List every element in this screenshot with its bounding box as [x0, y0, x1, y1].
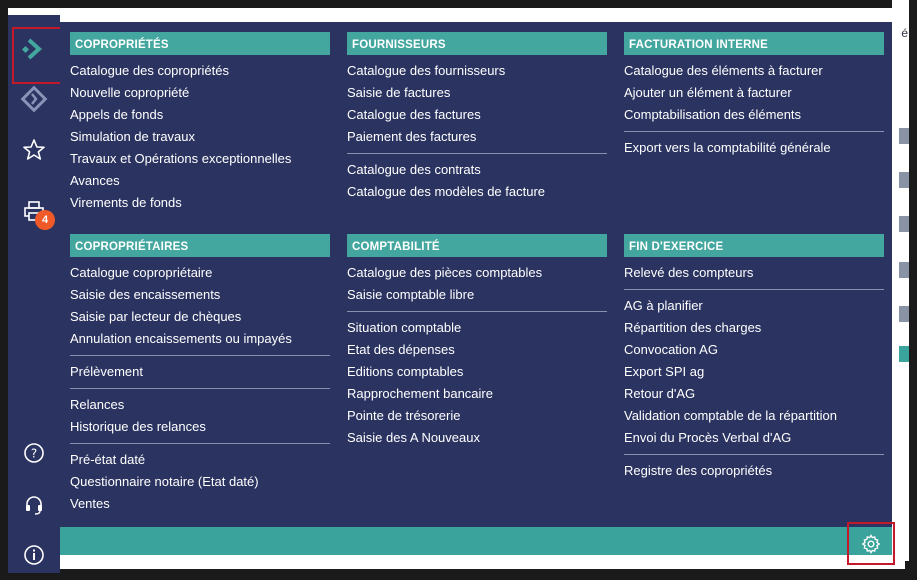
background-text: é	[901, 26, 908, 40]
menu-item[interactable]: Registre des copropriétés	[624, 463, 773, 478]
gear-icon	[861, 534, 881, 554]
sidebar	[8, 22, 60, 573]
background-block	[899, 216, 909, 232]
menu-item[interactable]: Saisie de factures	[347, 85, 451, 100]
section-header: FACTURATION INTERNE	[624, 32, 884, 55]
section-header: FOURNISSEURS	[347, 32, 607, 55]
diamond-icon	[19, 84, 49, 114]
menu-divider	[347, 311, 607, 312]
menu-item[interactable]: Editions comptables	[347, 364, 464, 379]
menu-item[interactable]: Comptabilisation des éléments	[624, 107, 802, 122]
background-page	[892, 0, 909, 561]
section-header: FIN D'EXERCICE	[624, 234, 884, 257]
mega-menu-panel	[60, 22, 892, 527]
background-block	[899, 306, 909, 322]
menu-item[interactable]: Annulation encaissements ou impayés	[70, 331, 292, 346]
menu-divider	[624, 131, 884, 132]
background-block	[899, 128, 909, 144]
section-comptabilite	[347, 234, 607, 449]
menu-item[interactable]: Relevé des compteurs	[624, 265, 754, 280]
section-header: COMPTABILITÉ	[347, 234, 607, 257]
menu-item[interactable]: Export SPI ag	[624, 364, 705, 379]
menu-item[interactable]: Pré-état daté	[70, 452, 146, 467]
nav-tasks-button[interactable]	[8, 186, 60, 236]
help-button[interactable]	[8, 428, 60, 478]
menu-divider	[624, 454, 884, 455]
background-block	[899, 172, 909, 188]
menu-item[interactable]: Catalogue des modèles de facture	[347, 184, 546, 199]
background-block	[899, 262, 909, 278]
section-coproprietaires	[70, 234, 330, 515]
menu-item[interactable]: Catalogue des factures	[347, 107, 481, 122]
menu-item[interactable]: Questionnaire notaire (Etat daté)	[70, 474, 259, 489]
menu-divider	[70, 443, 330, 444]
nav-favorites-button[interactable]	[8, 125, 60, 175]
section-fournisseurs	[347, 32, 607, 203]
menu-item[interactable]: Historique des relances	[70, 419, 206, 434]
settings-button[interactable]	[847, 522, 895, 565]
menu-item[interactable]: Relances	[70, 397, 125, 412]
tasks-count-badge: 4	[35, 210, 55, 230]
menu-item[interactable]: Export vers la comptabilité générale	[624, 140, 831, 155]
menu-item[interactable]: Virements de fonds	[70, 195, 182, 210]
star-icon	[22, 138, 46, 162]
menu-item[interactable]: Répartition des charges	[624, 320, 762, 335]
menu-item[interactable]: Travaux et Opérations exceptionnelles	[70, 151, 292, 166]
menu-item[interactable]: Rapprochement bancaire	[347, 386, 493, 401]
menu-footer	[60, 527, 892, 555]
active-nav-highlight	[12, 27, 62, 84]
section-fin-exercice	[624, 234, 884, 482]
info-icon	[23, 544, 45, 566]
menu-item[interactable]: Ajouter un élément à facturer	[624, 85, 792, 100]
section-facturation-interne	[624, 32, 884, 159]
menu-item[interactable]: Pointe de trésorerie	[347, 408, 461, 423]
menu-item[interactable]: Nouvelle copropriété	[70, 85, 190, 100]
menu-item[interactable]: Saisie par lecteur de chèques	[70, 309, 242, 324]
menu-item[interactable]: Catalogue des contrats	[347, 162, 481, 177]
menu-item[interactable]: Catalogue des copropriétés	[70, 63, 229, 78]
menu-item[interactable]: Avances	[70, 173, 120, 188]
background-block	[899, 346, 909, 362]
menu-item[interactable]: Retour d'AG	[624, 386, 696, 401]
menu-item[interactable]: Saisie des A Nouveaux	[347, 430, 480, 445]
menu-item[interactable]: Catalogue des éléments à facturer	[624, 63, 823, 78]
svg-text:?: ?	[30, 446, 38, 461]
section-coproprietes	[70, 32, 330, 214]
menu-item[interactable]: Simulation de travaux	[70, 129, 196, 144]
menu-item[interactable]: Catalogue copropriétaire	[70, 265, 213, 280]
menu-divider	[624, 289, 884, 290]
menu-item[interactable]: Paiement des factures	[347, 129, 477, 144]
menu-item[interactable]: Ventes	[70, 496, 110, 511]
menu-item[interactable]: Saisie comptable libre	[347, 287, 475, 302]
section-header: COPROPRIÉTAIRES	[70, 234, 330, 257]
menu-item[interactable]: Catalogue des fournisseurs	[347, 63, 506, 78]
menu-divider	[70, 388, 330, 389]
menu-item[interactable]: Envoi du Procès Verbal d'AG	[624, 430, 792, 445]
menu-item[interactable]: Saisie des encaissements	[70, 287, 221, 302]
menu-item[interactable]: Situation comptable	[347, 320, 462, 335]
menu-divider	[70, 355, 330, 356]
menu-item[interactable]: Appels de fonds	[70, 107, 164, 122]
menu-divider	[347, 153, 607, 154]
help-icon	[23, 442, 45, 464]
menu-item[interactable]: Etat des dépenses	[347, 342, 455, 357]
menu-item[interactable]: Validation comptable de la répartition	[624, 408, 837, 423]
menu-item[interactable]: Catalogue des pièces comptables	[347, 265, 543, 280]
menu-item[interactable]: Prélèvement	[70, 364, 143, 379]
section-header: COPROPRIÉTÉS	[70, 32, 330, 55]
headset-icon	[23, 494, 45, 516]
menu-item[interactable]: AG à planifier	[624, 298, 703, 313]
support-button[interactable]	[8, 480, 60, 530]
menu-item[interactable]: Convocation AG	[624, 342, 718, 357]
